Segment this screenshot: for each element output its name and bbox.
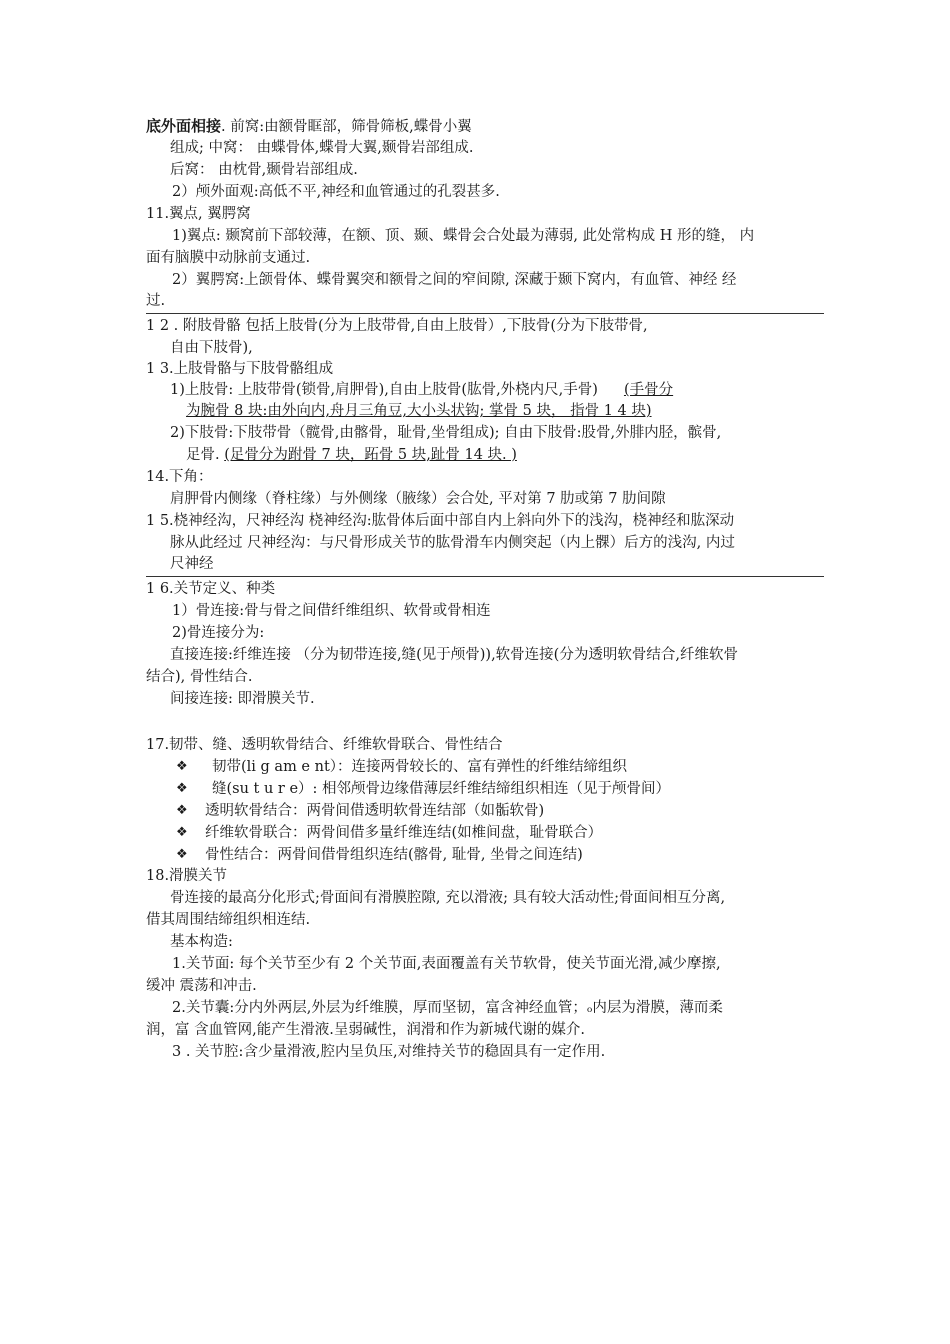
list-item: 骨性结合：两骨间借骨组织连结(髂骨, 耻骨, 坐骨之间连结) (205, 847, 583, 863)
section-heading: 18.滑膜关节 (146, 868, 228, 884)
text-line: 后窝： 由枕骨,颞骨岩部组成. (170, 162, 358, 178)
text-line: 2）颅外面观:高低不平,神经和血管通过的孔裂甚多. (172, 184, 500, 200)
text-line: 缓冲 震荡和冲击. (146, 978, 257, 994)
bullet-icon: ❖ (176, 759, 188, 774)
list-item: 纤维软骨联合：两骨间借多量纤维连结(如椎间盘，耻骨联合） (205, 825, 603, 841)
text-line: 自由下肢骨), (170, 340, 253, 356)
text-line: 2)骨连接分为: (172, 625, 265, 641)
text-line: 1）骨连接:骨与骨之间借纤维组织、软骨或骨相连 (172, 603, 491, 619)
text-line: 间接连接: 即滑膜关节. (170, 691, 315, 707)
text-line: 2）翼腭窝:上颌骨体、蝶骨翼突和额骨之间的窄间隙, 深藏于颞下窝内，有血管、神经 经 (172, 272, 737, 288)
bullet-icon: ❖ (176, 781, 188, 796)
section-heading: 1 6.关节定义、种类 (146, 581, 276, 597)
text-line: 结合), 骨性结合. (146, 669, 253, 685)
text-line: 基本构造: (170, 934, 233, 950)
bullet-icon: ❖ (176, 847, 188, 862)
section-heading: 11.翼点, 翼腭窝 (146, 206, 251, 222)
text-fragment: . 前窝:由额骨眶部，筛骨筛板,蝶骨小翼 (221, 119, 472, 135)
text-line (146, 116, 472, 137)
list-item: 韧带(li g am e nt）：连接两骨较长的、富有弹性的纤维结缔组织 (212, 759, 628, 775)
text-line: 1.关节面: 每个关节至少有 2 个关节面,表面覆盖有关节软骨，使关节面光滑,减少摩擦, (172, 956, 721, 972)
section-heading: 1 3.上肢骨骼与下肢骨骼组成 (146, 361, 334, 377)
underlined-fragment: (足骨分为跗骨 7 块，跖骨 5 块,趾骨 14 块. ) (224, 447, 517, 463)
horizontal-rule (146, 313, 824, 314)
text-line: 尺神经 (170, 556, 214, 572)
text-line: 润，富 含血管网,能产生滑液.呈弱碱性，润滑和作为新城代谢的媒介. (146, 1022, 585, 1038)
list-item: 缝(su t u r e）: 相邻颅骨边缘借薄层纤维结缔组织相连（见于颅骨间） (212, 781, 671, 797)
text-fragment: 1)上肢骨: 上肢带骨(锁骨,肩胛骨),自由上肢骨(肱骨,外桡内尺,手骨) (170, 382, 598, 398)
horizontal-rule (146, 576, 824, 577)
text-line (186, 445, 517, 465)
list-item: 透明软骨结合：两骨间借透明软骨连结部（如骺软骨) (205, 803, 545, 819)
text-fragment: 足骨. (186, 447, 225, 463)
underlined-fragment: (手骨分 (623, 382, 674, 398)
text-line: 组成; 中窝： 由蝶骨体,蝶骨大翼,颞骨岩部组成. (170, 140, 474, 156)
text-line: 借其周围结缔组织相连结. (146, 912, 311, 928)
heading-fragment: 底外面相接 (146, 117, 222, 135)
text-line (170, 380, 673, 400)
section-heading: 14.下角： (146, 469, 213, 485)
section-heading: 17.韧带、缝、透明软骨结合、纤维软骨联合、骨性结合 (146, 737, 503, 753)
text-line: 3 . 关节腔:含少量滑液,腔内呈负压,对维持关节的稳固具有一定作用. (172, 1044, 606, 1060)
text-line: 过. (146, 293, 166, 309)
text-line: 面有脑膜中动脉前支通过. (146, 250, 311, 266)
text-line: 1)翼点: 颞窝前下部较薄，在额、顶、颞、蝶骨会合处最为薄弱, 此处常构成 H 形的缝， 内 (172, 228, 755, 244)
text-line: 肩胛骨内侧缘（脊柱缘）与外侧缘（腋缘）会合处, 平对第 7 肋或第 7 肋间隙 (170, 491, 666, 507)
section-heading: 1 2 . 附肢骨骼 包括上肢骨(分为上肢带骨,自由上肢骨）,下肢骨(分为下肢带骨, (146, 318, 648, 334)
bullet-icon: ❖ (176, 825, 188, 840)
text-line: 骨连接的最高分化形式;骨面间有滑膜腔隙, 充以滑液; 具有较大活动性;骨面间相互分离, (170, 890, 726, 906)
text-line: 脉从此经过 尺神经沟：与尺骨形成关节的肱骨滑车内侧突起（内上髁）后方的浅沟, 内过 (170, 535, 735, 551)
underlined-line: 为腕骨 8 块:由外向内,舟月三角豆,大小头状钩; 掌骨 5 块， 指骨 1 4 块) (186, 403, 652, 419)
text-line: 2.关节囊:分内外两层,外层为纤维膜，厚而坚韧，富含神经血管；ₒ内层为滑膜，薄而柔 (172, 1000, 723, 1016)
bullet-icon: ❖ (176, 803, 188, 818)
text-line: 2)下肢骨:下肢带骨（髋骨,由髂骨，耻骨,坐骨组成); 自由下肢骨:股骨,外腓内胫，髌骨, (170, 425, 722, 441)
section-heading: 1 5.桡神经沟，尺神经沟 桡神经沟:肱骨体后面中部自内上斜向外下的浅沟，桡神经和肱深动 (146, 513, 735, 529)
text-line: 直接连接:纤维连接 （分为韧带连接,缝(见于颅骨)),软骨连接(分为透明软骨结合,纤维软骨 (170, 647, 738, 663)
